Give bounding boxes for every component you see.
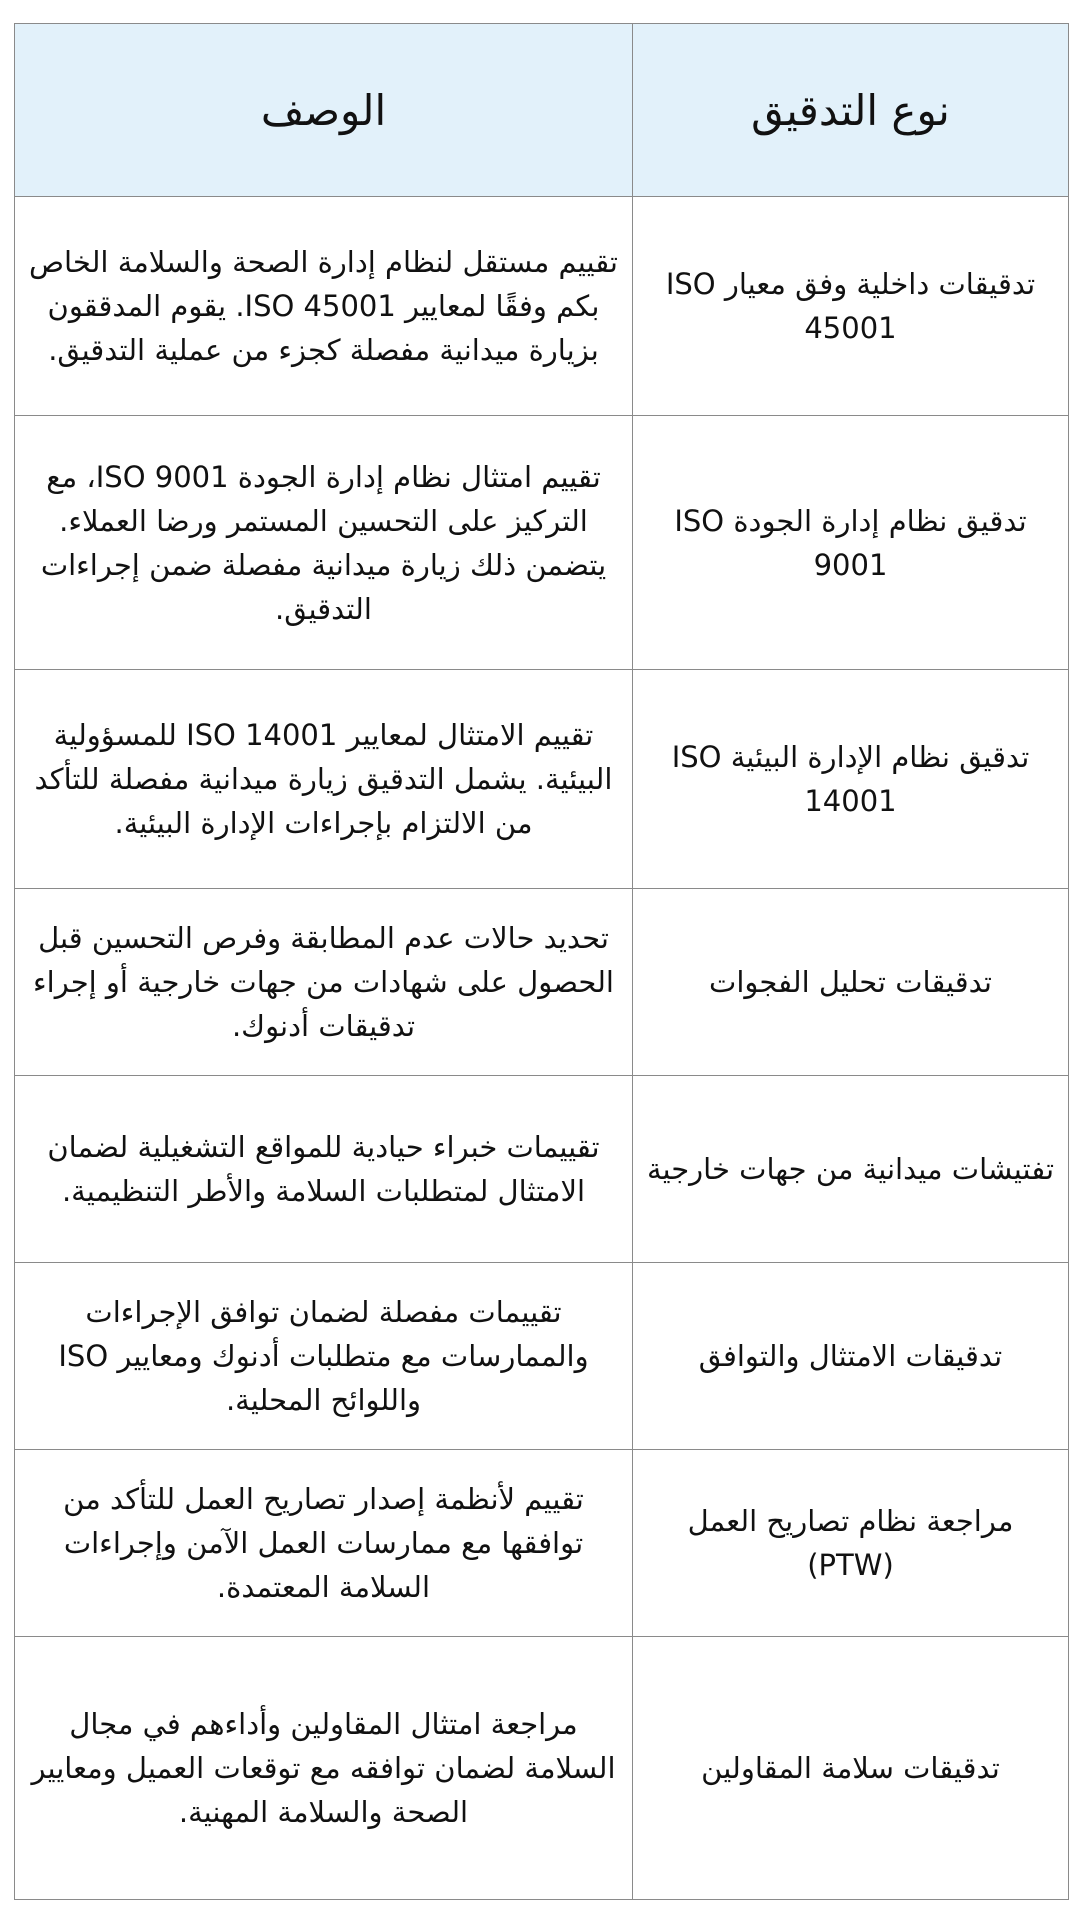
cell-audit-type (633, 670, 1069, 889)
audit-type-text: تدقيقات تحليل الفجوات (709, 965, 992, 999)
cell-description (15, 416, 633, 670)
description-text: تحديد حالات عدم المطابقة وفرص التحسين قبل الحصول على شهادات من جهات خارجية أو إجراء تدقيقات أدنوك. (33, 921, 614, 1043)
description-text: مراجعة امتثال المقاولين وأداءهم في مجال السلامة لضمان توافقه مع توقعات العميل ومعايير الصحة والسلامة المهنية. (31, 1707, 616, 1829)
table-row (15, 1637, 1069, 1900)
cell-description (15, 1637, 633, 1900)
audit-types-table-container (14, 23, 1068, 1900)
cell-audit-type (633, 1263, 1069, 1450)
audit-type-text: مراجعة نظام تصاريح العمل (PTW) (687, 1504, 1014, 1582)
cell-audit-type (633, 1450, 1069, 1637)
description-text: تقييم امتثال نظام إدارة الجودة ISO 9001، مع التركيز على التحسين المستمر ورضا العملاء. يتضمن ذلك زيارة ميدانية مفصلة ضمن إجراءات التدقيق. (40, 459, 607, 626)
table-row (15, 416, 1069, 670)
description-text: تقييم مستقل لنظام إدارة الصحة والسلامة الخاص بكم وفقًا لمعايير ISO 45001. يقوم المدققون بزيارة ميدانية مفصلة كجزء من عملية التدقيق. (28, 245, 618, 367)
header-audit-type: نوع التدقيق (633, 24, 1069, 197)
cell-audit-type (633, 889, 1069, 1076)
cell-description (15, 1263, 633, 1450)
table-row (15, 889, 1069, 1076)
audit-types-table (14, 23, 1069, 1900)
table-row (15, 1076, 1069, 1263)
audit-type-text: تدقيق نظام الإدارة البيئية ISO 14001 (671, 740, 1030, 818)
audit-type-text: تدقيقات الامتثال والتوافق (698, 1339, 1003, 1373)
description-text: تقييم الامتثال لمعايير ISO 14001 للمسؤولية البيئية. يشمل التدقيق زيارة ميدانية مفصلة للتأكد من الالتزام بإجراءات الإدارة البيئية. (34, 718, 613, 840)
cell-audit-type (633, 1076, 1069, 1263)
cell-description (15, 670, 633, 889)
table-row (15, 1263, 1069, 1450)
table-row (15, 1450, 1069, 1637)
table-row (15, 197, 1069, 416)
cell-audit-type (633, 197, 1069, 416)
audit-type-text: تدقيقات سلامة المقاولين (701, 1751, 1000, 1785)
header-description: الوصف (15, 24, 633, 197)
table-row (15, 670, 1069, 889)
description-text: تقييمات مفصلة لضمان توافق الإجراءات والممارسات مع متطلبات أدنوك ومعايير ISO واللوائح المحلية. (58, 1295, 589, 1417)
cell-audit-type (633, 416, 1069, 670)
audit-type-text: تدقيق نظام إدارة الجودة ISO 9001 (674, 503, 1027, 582)
cell-description (15, 889, 633, 1076)
table-header-row (15, 24, 1069, 197)
audit-type-text: تفتيشات ميدانية من جهات خارجية (646, 1152, 1055, 1186)
description-text: تقييم لأنظمة إصدار تصاريح العمل للتأكد من توافقها مع ممارسات العمل الآمن وإجراءات السلامة المعتمدة. (63, 1482, 584, 1604)
audit-type-text: تدقيقات داخلية وفق معيار ISO 45001 (665, 267, 1036, 345)
cell-audit-type (633, 1637, 1069, 1900)
cell-description (15, 1450, 633, 1637)
description-text: تقييمات خبراء حيادية للمواقع التشغيلية لضمان الامتثال لمتطلبات السلامة والأطر التنظيمية. (47, 1130, 600, 1208)
cell-description (15, 1076, 633, 1263)
cell-description (15, 197, 633, 416)
